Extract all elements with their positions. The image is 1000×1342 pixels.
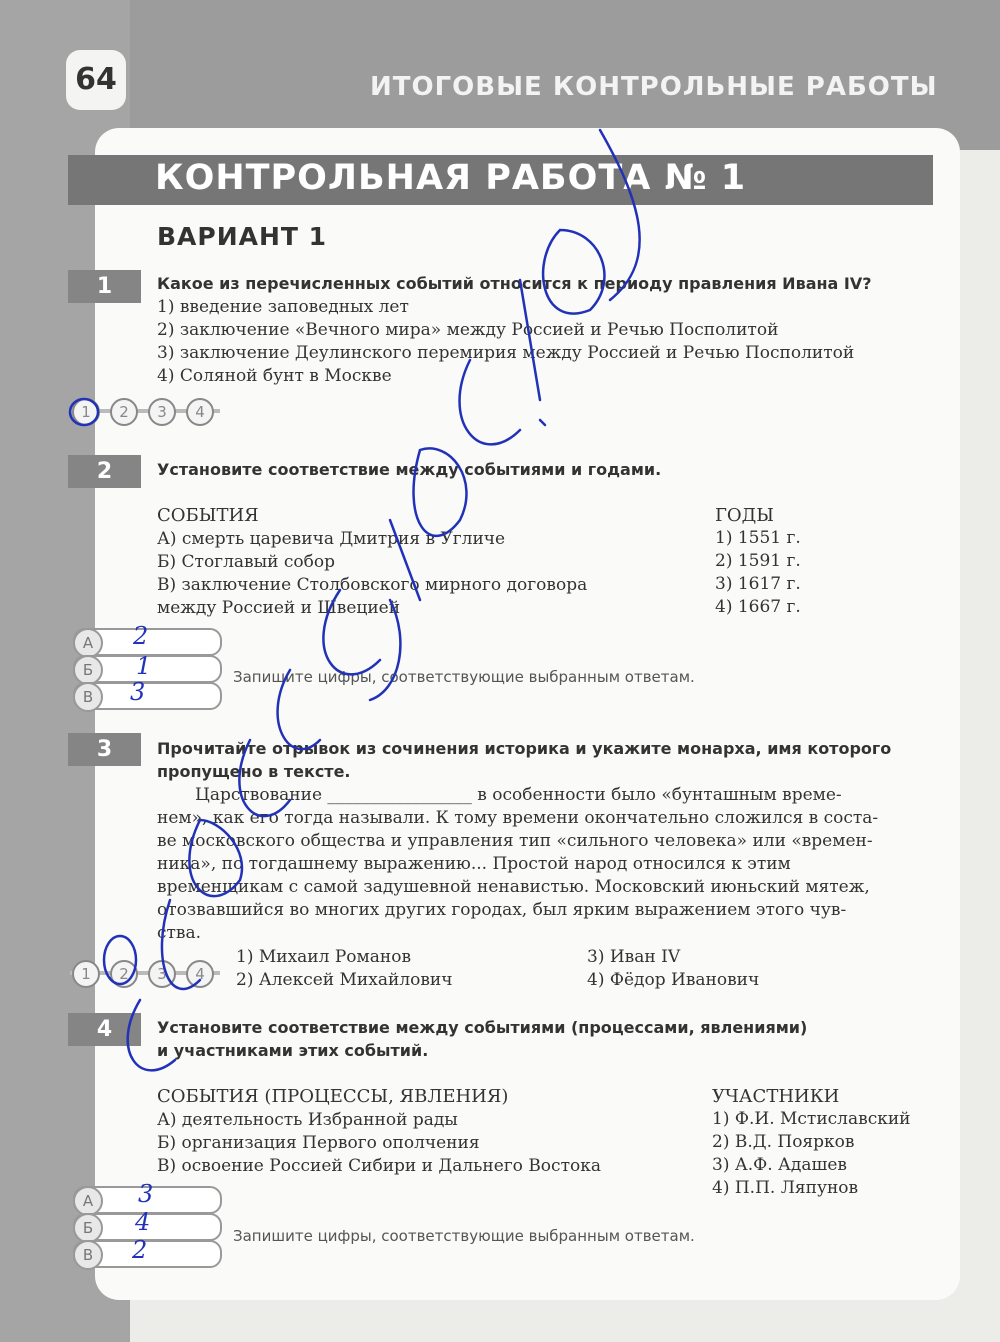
q3-option-3: 3) Иван IV [587,947,681,967]
q2-events-header: СОБЫТИЯ [157,505,259,526]
q4-answer-b-handwritten: 4 [135,1208,151,1236]
question-2-text: Установите соответствие между событиями и годами. [157,460,662,479]
q3-passage-line-3: ве московского общества и управления тип «сильного человека» или «времен- [157,831,873,851]
q3-passage-line-4: ника», по тогдашнему выражению... Простой народ относился к этим [157,854,791,874]
q4-letter-b: Б [73,1213,103,1243]
q2-event-c-cont: между Россией и Швецией [157,598,401,618]
q3-circle-4[interactable]: 4 [186,960,214,988]
q4-events-header: СОБЫТИЯ (ПРОЦЕССЫ, ЯВЛЕНИЯ) [157,1086,509,1107]
q1-answer-circles [70,396,220,426]
q4-answer-a-handwritten: 3 [138,1180,154,1208]
q3-circle-3[interactable]: 3 [148,960,176,988]
q1-circle-2[interactable]: 2 [110,398,138,426]
question-3-number: 3 [68,733,141,766]
question-4-text-line2: и участниками этих событий. [157,1041,429,1060]
q3-passage-line-7: ства. [157,923,202,943]
q1-circle-1[interactable]: 1 [72,398,100,426]
q4-participant-3: 3) А.Ф. Адашев [712,1155,847,1175]
q2-answer-row-c[interactable] [73,682,222,710]
q4-participant-1: 1) Ф.И. Мстиславский [712,1109,911,1129]
q2-letter-b: Б [73,655,103,685]
q1-option-1: 1) введение заповедных лет [157,297,409,317]
q2-year-2: 2) 1591 г. [715,551,801,571]
q1-circle-3[interactable]: 3 [148,398,176,426]
question-4-text-line1: Установите соответствие между событиями (процессами, явлениями) [157,1018,808,1037]
q2-event-a: А) смерть царевича Дмитрия в Угличе [157,529,506,549]
q3-answer-circles [70,958,220,988]
q2-answer-c-handwritten: 3 [130,678,146,706]
q3-passage-line-6: отозвавшийся во многих других городах, был ярким выражением этого чув- [157,900,847,920]
q3-option-1: 1) Михаил Романов [236,947,412,967]
q2-year-4: 4) 1667 г. [715,597,801,617]
q2-letter-c: В [73,682,103,712]
q2-hint: Запишите цифры, соответствующие выбранным ответам. [233,668,695,686]
question-3-text-line2: пропущено в тексте. [157,762,351,781]
question-1-number: 1 [68,270,141,303]
question-4-number: 4 [68,1013,141,1046]
q3-option-2: 2) Алексей Михайлович [236,970,453,990]
q2-answer-a-handwritten: 2 [133,622,149,650]
q1-circle-4[interactable]: 4 [186,398,214,426]
q4-participant-2: 2) В.Д. Поярков [712,1132,855,1152]
q4-participants-header: УЧАСТНИКИ [712,1086,840,1107]
q1-option-4: 4) Соляной бунт в Москве [157,366,392,386]
q1-option-2: 2) заключение «Вечного мира» между Россией и Речью Посполитой [157,320,779,340]
q2-letter-a: А [73,628,103,658]
q2-event-c: В) заключение Столбовского мирного договора [157,575,588,595]
q4-hint: Запишите цифры, соответствующие выбранным ответам. [233,1227,695,1245]
q3-passage-line-1: Царствование _________________ в особенности было «бунташным време- [195,785,842,805]
section-header: ИТОГОВЫЕ КОНТРОЛЬНЫЕ РАБОТЫ [370,72,938,102]
q4-participant-4: 4) П.П. Ляпунов [712,1178,859,1198]
q3-passage-line-2: нем», как его тогда называли. К тому времени окончательно сложился в соста- [157,808,879,828]
q4-event-c: В) освоение Россией Сибири и Дальнего Востока [157,1156,601,1176]
test-title: КОНТРОЛЬНАЯ РАБОТА № 1 [155,158,747,198]
q2-years-header: ГОДЫ [715,505,775,526]
question-3-text-line1: Прочитайте отрывок из сочинения историка и укажите монарха, имя которого [157,739,892,758]
q4-event-a: А) деятельность Избранной рады [157,1110,458,1130]
q3-circle-1[interactable]: 1 [72,960,100,988]
q4-letter-c: В [73,1240,103,1270]
q3-passage-line-5: временщикам с самой задушевной ненавистью. Московский июньский мятеж, [157,877,870,897]
q3-circle-2[interactable]: 2 [110,960,138,988]
page-number: 64 [66,50,126,110]
q2-year-3: 3) 1617 г. [715,574,801,594]
q1-option-3: 3) заключение Деулинского перемирия между Россией и Речью Посполитой [157,343,855,363]
q4-answer-c-handwritten: 2 [132,1236,148,1264]
q3-option-4: 4) Фёдор Иванович [587,970,760,990]
q2-answer-b-handwritten: 1 [136,652,152,680]
variant-label: ВАРИАНТ 1 [157,222,328,251]
q4-event-b: Б) организация Первого ополчения [157,1133,480,1153]
question-2-number: 2 [68,455,141,488]
q4-letter-a: А [73,1186,103,1216]
q2-event-b: Б) Стоглавый собор [157,552,335,572]
q2-year-1: 1) 1551 г. [715,528,801,548]
question-1-text: Какое из перечисленных событий относится к периоду правления Ивана IV? [157,274,872,293]
q4-answer-row-c[interactable] [73,1240,222,1268]
